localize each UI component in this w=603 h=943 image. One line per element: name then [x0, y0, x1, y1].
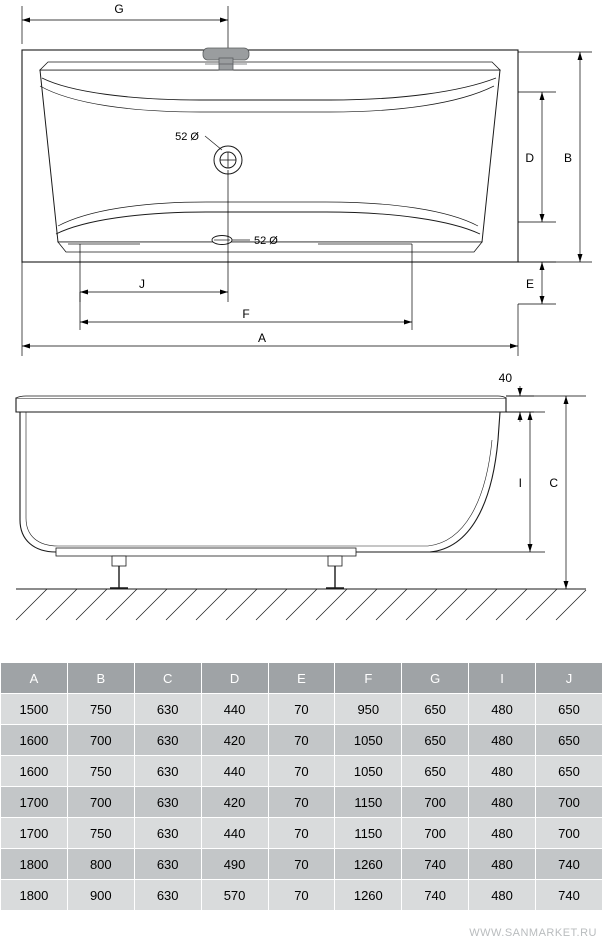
column-header-B: B: [67, 663, 134, 694]
cell-C: 630: [134, 725, 201, 756]
cell-A: 1700: [1, 787, 68, 818]
cell-E: 70: [268, 849, 335, 880]
cell-C: 630: [134, 694, 201, 725]
dimensions-table-wrap: [0, 662, 603, 911]
table-row: [1, 756, 603, 787]
cell-F: 1150: [335, 787, 402, 818]
cell-C: 630: [134, 849, 201, 880]
tub-body-side: [20, 412, 500, 552]
cell-A: 1800: [1, 849, 68, 880]
cell-A: 1600: [1, 725, 68, 756]
column-header-E: E: [268, 663, 335, 694]
label-A: A: [257, 331, 267, 345]
label-drain-upper: 52 Ø: [175, 131, 199, 143]
column-header-D: D: [201, 663, 268, 694]
cell-J: 700: [536, 787, 603, 818]
cell-I: 480: [469, 787, 536, 818]
cell-D: 570: [201, 880, 268, 911]
cell-C: 630: [134, 818, 201, 849]
cell-D: 420: [201, 787, 268, 818]
cell-D: 440: [201, 756, 268, 787]
cell-D: 490: [201, 849, 268, 880]
table-row: [1, 694, 603, 725]
rim-top-edge: [16, 396, 506, 398]
basin-rim-top: [40, 62, 500, 70]
column-header-J: J: [536, 663, 603, 694]
label-drain-lower: 52 Ø: [254, 235, 278, 247]
cell-J: 740: [536, 880, 603, 911]
cell-B: 750: [67, 756, 134, 787]
cell-C: 630: [134, 787, 201, 818]
cell-A: 1500: [1, 694, 68, 725]
label-F: F: [242, 307, 250, 321]
column-header-G: G: [402, 663, 469, 694]
cell-G: 650: [402, 756, 469, 787]
watermark: WWW.SANMARKET.RU: [469, 927, 597, 939]
label-G: G: [114, 2, 124, 16]
cell-B: 700: [67, 787, 134, 818]
cell-D: 420: [201, 725, 268, 756]
cell-B: 750: [67, 694, 134, 725]
cell-E: 70: [268, 880, 335, 911]
label-J: J: [139, 277, 145, 291]
basin-outline: [40, 70, 500, 242]
cell-G: 650: [402, 694, 469, 725]
label-B: B: [563, 151, 572, 165]
tub-rim-side: [16, 398, 506, 412]
column-header-F: F: [335, 663, 402, 694]
leg-left: [110, 556, 128, 588]
dimension-G: [22, 2, 228, 50]
cell-I: 480: [469, 818, 536, 849]
dimension-D: [518, 92, 556, 222]
table-row: [1, 849, 603, 880]
leg-right: [326, 556, 344, 588]
cell-E: 70: [268, 818, 335, 849]
cell-J: 740: [536, 849, 603, 880]
dimension-rim-thickness: [499, 371, 534, 422]
table-header-row: [1, 663, 603, 694]
cell-E: 70: [268, 694, 335, 725]
cell-B: 750: [67, 818, 134, 849]
table-row: [1, 725, 603, 756]
cell-D: 440: [201, 818, 268, 849]
cell-I: 480: [469, 725, 536, 756]
cell-B: 700: [67, 725, 134, 756]
label-D: D: [525, 151, 534, 165]
cell-G: 740: [402, 849, 469, 880]
top-view: [22, 2, 592, 356]
cell-C: 630: [134, 756, 201, 787]
cell-I: 480: [469, 849, 536, 880]
cell-F: 1050: [335, 756, 402, 787]
floor-hatching: [16, 589, 586, 620]
cell-F: 1260: [335, 880, 402, 911]
cell-I: 480: [469, 756, 536, 787]
cell-F: 1050: [335, 725, 402, 756]
cell-C: 630: [134, 880, 201, 911]
cell-F: 950: [335, 694, 402, 725]
dimension-E: [518, 262, 556, 304]
table-row: [1, 880, 603, 911]
cell-I: 480: [469, 880, 536, 911]
cell-E: 70: [268, 725, 335, 756]
dimensions-table: [0, 662, 603, 911]
cell-E: 70: [268, 756, 335, 787]
dimension-A: [22, 262, 518, 356]
column-header-I: I: [469, 663, 536, 694]
cell-E: 70: [268, 787, 335, 818]
cell-F: 1260: [335, 849, 402, 880]
label-I: I: [518, 476, 522, 490]
cell-A: 1700: [1, 818, 68, 849]
cell-D: 440: [201, 694, 268, 725]
side-view: [16, 371, 586, 620]
cell-J: 700: [536, 818, 603, 849]
cell-B: 800: [67, 849, 134, 880]
cell-A: 1600: [1, 756, 68, 787]
table-row: [1, 818, 603, 849]
cell-A: 1800: [1, 880, 68, 911]
table-row: [1, 787, 603, 818]
cell-F: 1150: [335, 818, 402, 849]
label-rim-thickness: 40: [498, 371, 512, 385]
cell-B: 900: [67, 880, 134, 911]
label-C: C: [549, 476, 558, 490]
label-E: E: [525, 277, 534, 291]
base-strip: [56, 548, 356, 556]
cell-J: 650: [536, 725, 603, 756]
column-header-C: C: [134, 663, 201, 694]
cell-I: 480: [469, 694, 536, 725]
cell-J: 650: [536, 694, 603, 725]
column-header-A: A: [1, 663, 68, 694]
cell-G: 740: [402, 880, 469, 911]
cell-G: 700: [402, 818, 469, 849]
cell-J: 650: [536, 756, 603, 787]
cell-G: 650: [402, 725, 469, 756]
cell-G: 700: [402, 787, 469, 818]
